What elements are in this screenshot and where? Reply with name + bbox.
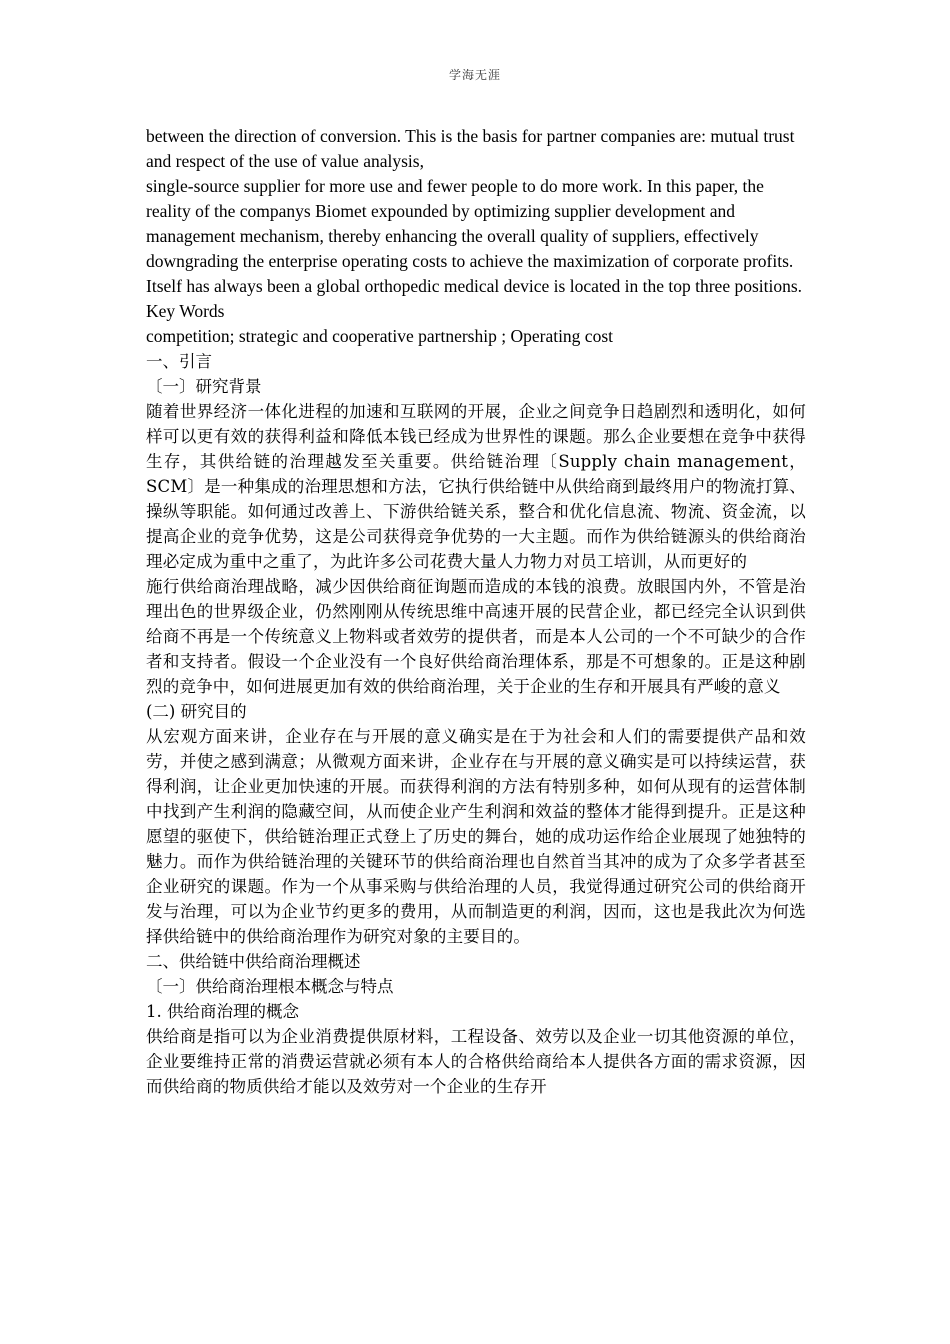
subsubsection-heading-definition: 1. 供给商治理的概念 bbox=[146, 1002, 299, 1021]
section-heading-overview: 二、供给链中供给商治理概述 bbox=[146, 952, 361, 971]
background-paragraph-2: 施行供给商治理战略，减少因供给商征询题而造成的本钱的浪费。放眼国内外，不管是治理出色的世界级企业，仍然刚刚从传统思维中高速开展的民营企业，都已经完全认识到供给商不再是一个传统意义上物料或者效劳的提供者，而是本人公司的一个不可缺少的合作者和支持者。假设一个企业没有一个良好供给商治理体系，那是不可想象的。正是这种剧烈的竞争中，如何进展更加有效的供给商治理，关于企业的生存和开展具有严峻的意义 bbox=[146, 577, 806, 696]
subsection-heading-concepts: 〔一〕供给商治理根本概念与特点 bbox=[146, 977, 394, 996]
definition-paragraph: 供给商是指可以为企业消费提供原材料，工程设备、效劳以及企业一切其他资源的单位，企业要维持正常的消费运营就必须有本人的合格供给商给本人提供各方面的需求资源，因而供给商的物质供给才能以及效劳对一个企业的生存开 bbox=[146, 1027, 806, 1096]
abstract-paragraph-3: downgrading the enterprise operating costs to achieve the maximization of corporate profits. Itself has always been a global orthopedic medical device is located in the top three positions. bbox=[146, 251, 803, 296]
subsection-heading-purpose: (二) 研究目的 bbox=[146, 702, 247, 721]
abstract-paragraph-1: between the direction of conversion. This is the basis for partner companies are: mutual trust and respect of the use of value analysis, bbox=[146, 126, 795, 171]
keywords-title: Key Words bbox=[146, 301, 225, 321]
section-heading-introduction: 一、引言 bbox=[146, 352, 212, 371]
page-header: 学海无涯 bbox=[448, 68, 501, 82]
background-paragraph-1: 随着世界经济一体化进程的加速和互联网的开展，企业之间竞争日趋剧烈和透明化，如何样可以更有效的获得利益和降低本钱已经成为世界性的课题。那么企业要想在竞争中获得生存，其供给链的治理越发至关重要。供给链治理〔Supply chain management，SCM〕是一种集成的治理思想和方法，它执行供给链中从供给商到最终用户的物流打算、操纵等职能。如何通过改善上、下游供给链关系，整合和优化信息流、物流、资金流，以提高企业的竞争优势，这是公司获得竞争优势的一大主题。而作为供给链源头的供给商治理必定成为重中之重了，为此许多公司花费大量人力物力对员工培训，从而更好的 bbox=[146, 402, 806, 571]
purpose-paragraph: 从宏观方面来讲，企业存在与开展的意义确实是在于为社会和人们的需要提供产品和效劳，并使之感到满意；从微观方面来讲，企业存在与开展的意义确实是可以持续运营，获得利润，让企业更加快速的开展。而获得利润的方法有特别多种，如何从现有的运营体制中找到产生利润的隐藏空间，从而使企业产生利润和效益的整体才能得到提升。正是这种愿望的驱使下，供给链治理正式登上了历史的舞台，她的成功运作给企业展现了她独特的魅力。而作为供给链治理的关键环节的供给商治理也自然首当其冲的成为了众多学者甚至企业研究的课题。作为一个从事采购与供给治理的人员，我觉得通过研究公司的供给商开发与治理，可以为企业节约更多的费用，从而制造更的利润，因而，这也是我此次为何选择供给链中的供给商治理作为研究对象的主要目的。 bbox=[146, 727, 806, 946]
document-body bbox=[146, 124, 806, 1099]
abstract-paragraph-2: single-source supplier for more use and fewer people to do more work. In this paper, the reality of the companys Biomet expounded by optimizing supplier development and management mechanism, thereby enhancing the overall quality of suppliers, effectively bbox=[146, 176, 764, 246]
keywords-text: competition; strategic and cooperative partnership ; Operating cost bbox=[146, 326, 613, 346]
subsection-heading-background: 〔一〕研究背景 bbox=[146, 377, 262, 396]
